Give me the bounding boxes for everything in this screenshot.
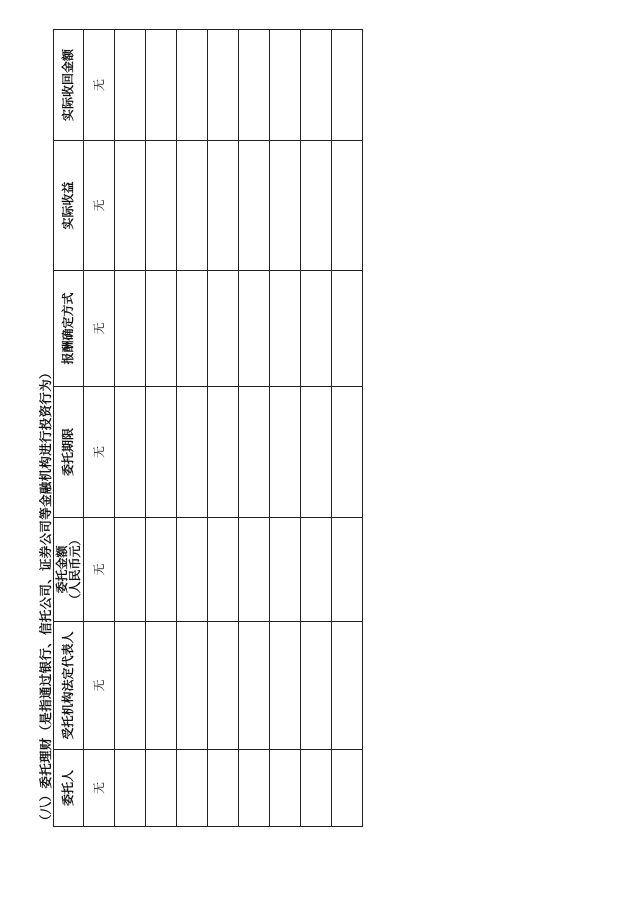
header-cell-remuneration-method: 报酬确定方式	[54, 271, 84, 387]
table-cell	[115, 750, 146, 827]
table-cell	[239, 30, 270, 141]
table-cell	[332, 750, 363, 827]
table-cell	[115, 518, 146, 622]
section-heading: （八）委托理财（是指通过银行、信托公司、证券公司等金融机构进行投资行为）	[38, 366, 53, 827]
table-cell	[270, 141, 301, 271]
table-cell: 无	[84, 387, 115, 518]
table-cell	[208, 750, 239, 827]
table-cell	[146, 30, 177, 141]
table-cell	[115, 141, 146, 271]
table-row	[332, 30, 363, 827]
table-cell	[301, 622, 332, 750]
header-cell-term: 委托期限	[54, 387, 84, 518]
table-row	[115, 30, 146, 827]
table-cell	[177, 518, 208, 622]
table-cell: 无	[84, 271, 115, 387]
table-cell: 无	[84, 141, 115, 271]
table-cell	[239, 271, 270, 387]
table-cell	[146, 622, 177, 750]
table-cell	[146, 141, 177, 271]
header-row	[54, 30, 84, 827]
table-cell: 无	[84, 30, 115, 141]
table-cell	[115, 622, 146, 750]
table-cell	[270, 30, 301, 141]
table-row	[177, 30, 208, 827]
table-cell	[239, 750, 270, 827]
table-cell	[332, 622, 363, 750]
table-cell	[146, 750, 177, 827]
header-cell-amount: 委托金额 （人民币元）	[54, 518, 84, 622]
header-cell-entrusting-party: 委托人	[54, 750, 84, 827]
table-row	[208, 30, 239, 827]
table-row	[146, 30, 177, 827]
table-row	[239, 30, 270, 827]
table-cell	[239, 141, 270, 271]
table-cell	[301, 141, 332, 271]
table-cell	[270, 622, 301, 750]
table-cell	[146, 271, 177, 387]
table-cell	[146, 387, 177, 518]
table-row	[301, 30, 332, 827]
table-cell	[270, 750, 301, 827]
table-cell	[177, 141, 208, 271]
table-cell	[115, 387, 146, 518]
table-cell	[270, 271, 301, 387]
table-cell	[239, 518, 270, 622]
header-cell-actual-recovered-amount: 实际收回金额	[54, 30, 84, 141]
table-cell	[146, 518, 177, 622]
table-cell	[177, 30, 208, 141]
table-cell: 无	[84, 518, 115, 622]
header-cell-trustee-representative: 受托机构法定代表人	[54, 622, 84, 750]
table-cell	[332, 271, 363, 387]
table-row	[84, 30, 115, 827]
table-cell	[177, 622, 208, 750]
table-cell	[301, 387, 332, 518]
table-cell	[208, 387, 239, 518]
table-cell	[270, 518, 301, 622]
table-cell	[177, 271, 208, 387]
entrusted-finance-table	[53, 29, 363, 827]
table-cell	[301, 271, 332, 387]
table-cell	[239, 622, 270, 750]
table-cell	[208, 30, 239, 141]
table-cell	[239, 387, 270, 518]
table-cell	[332, 141, 363, 271]
table-cell	[115, 271, 146, 387]
table-cell	[208, 518, 239, 622]
table-cell	[301, 750, 332, 827]
header-cell-actual-income: 实际收益	[54, 141, 84, 271]
table-cell	[177, 750, 208, 827]
table-cell	[332, 518, 363, 622]
table-cell	[332, 387, 363, 518]
table-cell	[208, 141, 239, 271]
table-cell: 无	[84, 750, 115, 827]
table-cell	[208, 622, 239, 750]
table-cell	[301, 518, 332, 622]
table-cell	[208, 271, 239, 387]
table-cell: 无	[84, 622, 115, 750]
table-cell	[301, 30, 332, 141]
table-cell	[115, 30, 146, 141]
table-cell	[270, 387, 301, 518]
table-cell	[177, 387, 208, 518]
table-cell	[332, 30, 363, 141]
rotated-document	[10, 30, 400, 827]
table-row	[270, 30, 301, 827]
